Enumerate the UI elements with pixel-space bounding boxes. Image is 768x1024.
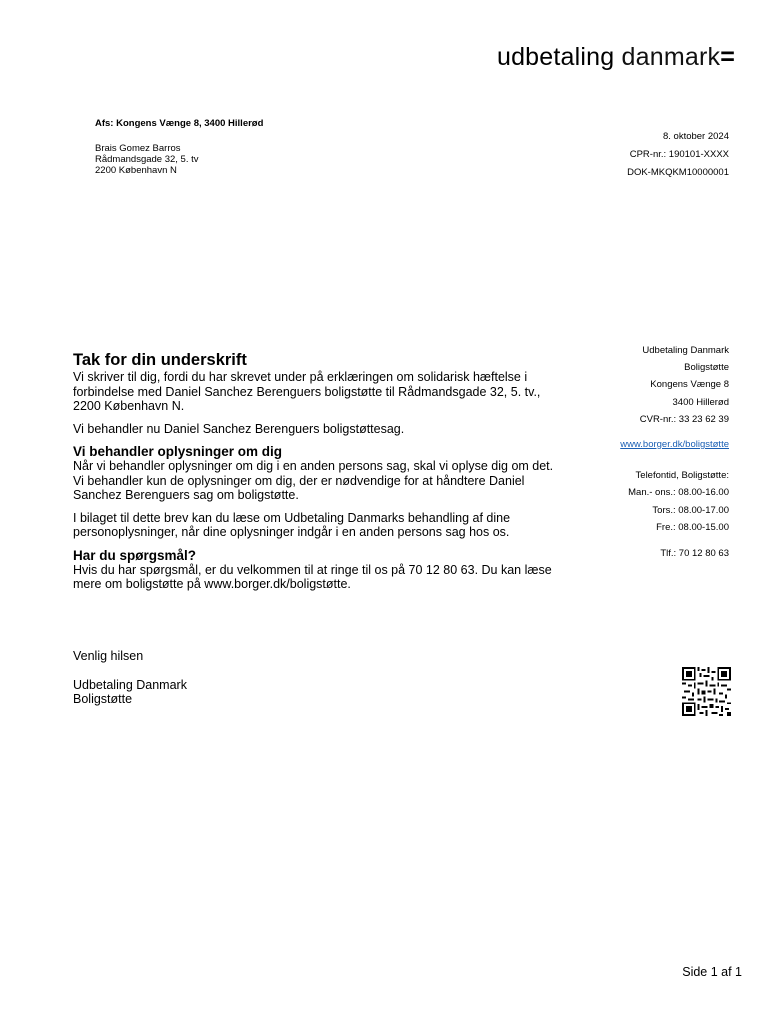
paragraph-4: I bilaget til dette brev kan du læse om Udbetaling Danmarks behandling af dine personoplysninger, når dine oplysninger indgår i en anden persons sag hos os. (73, 510, 511, 539)
letter-title: Tak for din underskrift (73, 351, 247, 369)
sidebar-dept: Boligstøtte (684, 362, 729, 374)
paragraph-3: Når vi behandler oplysninger om dig i en anden persons sag, skal vi oplyse dig om det. Vi behandler kun de oplysninger om dig, der er nødvendige for at håndtere Daniel Sanchez Berenguers sag om boligstøtte. (73, 459, 554, 502)
hours-mon-wed: Man.- ons.: 08.00-16.00 (628, 487, 729, 499)
udbetaling-danmark-logo (497, 43, 735, 72)
hours-fri: Fre.: 08.00-15.00 (656, 521, 729, 533)
sidebar-cvr: CVR-nr.: 33 23 62 39 (639, 413, 729, 425)
document-id: DOK-MKQKM10000001 (627, 167, 729, 178)
logo-word-light: danmark (621, 43, 721, 71)
letter-body (73, 351, 563, 600)
heading-questions: Har du spørgsmål? (73, 547, 197, 563)
sender-contact-sidebar (620, 345, 729, 565)
logo-word-bold: udbetaling (496, 43, 615, 71)
borger-link[interactable]: www.borger.dk/boligstøtte (620, 438, 729, 450)
cpr-number: CPR-nr.: 190101-XXXX (629, 149, 729, 160)
logo-suffix: = (720, 43, 735, 71)
hours-thu: Tors.: 08.00-17.00 (652, 504, 729, 516)
sender-address: Afs: Kongens Vænge 8, 3400 Hillerød (95, 118, 264, 129)
greeting: Venlig hilsen (73, 649, 144, 663)
qr-code (682, 667, 731, 716)
sidebar-street: Kongens Vænge 8 (650, 379, 729, 391)
recipient-city: 2200 København N (95, 165, 177, 176)
letter-meta (627, 131, 729, 185)
recipient-name: Brais Gomez Barros (95, 143, 181, 154)
signature-org: Udbetaling Danmark (73, 677, 187, 692)
sidebar-phone: Tlf.: 70 12 80 63 (660, 547, 729, 559)
paragraph-1: Vi skriver til dig, fordi du har skrevet under på erklæringen om solidarisk hæftelse i forbindelse med Daniel Sanchez Berenguers boligstøtte til Rådmandsgade 32, 5. tv., 2200 København N. (73, 370, 541, 413)
paragraph-5: Hvis du har spørgsmål, er du velkommen til at ringe til os på 70 12 80 63. Du kan læse mere om boligstøtte på www.borger.dk/boligstøtte. (73, 562, 552, 591)
page-number: Side 1 af 1 (682, 965, 742, 979)
sidebar-org: Udbetaling Danmark (642, 345, 729, 356)
recipient-address (95, 143, 199, 176)
recipient-street: Rådmandsgade 32, 5. tv (95, 154, 199, 165)
sidebar-city: 3400 Hillerød (672, 396, 729, 408)
paragraph-2: Vi behandler nu Daniel Sanchez Berenguers boligstøttesag. (73, 421, 405, 436)
signature-dept: Boligstøtte (73, 692, 133, 706)
hours-title: Telefontid, Boligstøtte: (635, 470, 729, 482)
letter-closing (73, 649, 187, 707)
heading-processing: Vi behandler oplysninger om dig (73, 444, 283, 459)
letter-date: 8. oktober 2024 (662, 131, 729, 142)
